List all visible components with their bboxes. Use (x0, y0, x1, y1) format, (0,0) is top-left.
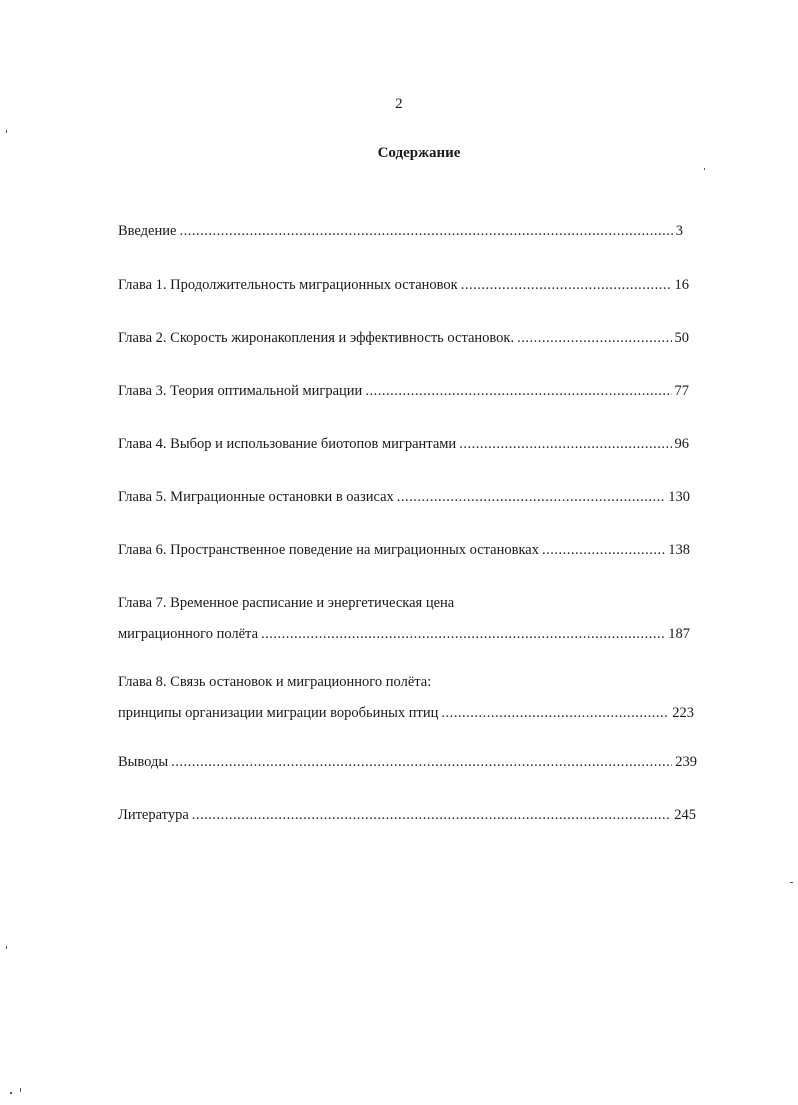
toc-dot-leader (461, 276, 672, 294)
toc-entry-label: Литература (118, 807, 189, 823)
toc-entry-label: принципы организации миграции воробьиных птиц (118, 705, 439, 721)
toc-entry-title-line: Глава 7. Временное расписание и энергетическая цена (118, 595, 455, 611)
toc-entry-label: Глава 6. Пространственное поведение на миграционных остановках (118, 542, 539, 558)
toc-entry-label: Выводы (118, 754, 169, 770)
page-number: 2 (395, 96, 403, 112)
toc-entry-page: 187 (668, 626, 690, 642)
scan-speck (704, 168, 705, 170)
toc-dot-leader (171, 753, 672, 771)
toc-dot-leader (542, 541, 665, 559)
toc-entry-label: Глава 4. Выбор и использование биотопов мигрантами (118, 436, 457, 452)
toc-dot-leader (459, 435, 671, 453)
toc-dot-leader (365, 382, 671, 400)
toc-entry-chapter-8 (118, 673, 694, 722)
scan-speck (20, 1088, 21, 1092)
scan-speck (10, 1092, 12, 1094)
toc-entry-label: Введение (118, 223, 177, 239)
toc-entry-page: 239 (675, 754, 697, 770)
toc-entry-label: миграционного полёта (118, 626, 259, 642)
toc-dot-leader (517, 329, 671, 347)
toc-entry-page: 223 (672, 705, 694, 721)
toc-entry-chapter-1 (118, 276, 689, 294)
toc-entry-chapter-7 (118, 594, 690, 643)
toc-entry-chapter-4 (118, 435, 689, 453)
toc-entry-title-line: Глава 8. Связь остановок и миграционного полёта: (118, 674, 432, 690)
toc-entry-page: 77 (674, 383, 689, 399)
toc-entry-page: 130 (668, 489, 690, 505)
toc-entry-introduction (118, 222, 683, 240)
scan-speck (6, 130, 7, 133)
toc-entry-chapter-2 (118, 329, 689, 347)
toc-entry-references (118, 806, 696, 824)
toc-entry-label: Глава 2. Скорость жиронакопления и эффективность остановок. (118, 330, 515, 346)
toc-entry-label: Глава 3. Теория оптимальной миграции (118, 383, 363, 399)
toc-entry-chapter-5 (118, 488, 690, 506)
toc-entry-page: 3 (675, 223, 683, 239)
scan-speck (6, 946, 7, 949)
toc-title: Содержание (377, 145, 461, 161)
toc-entry-page: 96 (674, 436, 689, 452)
toc-entry-page: 245 (674, 807, 696, 823)
toc-entry-chapter-6 (118, 541, 690, 559)
toc-entry-label: Глава 1. Продолжительность миграционных остановок (118, 277, 458, 293)
toc-dot-leader (192, 806, 671, 824)
toc-dot-leader (179, 222, 672, 240)
toc-dot-leader (441, 704, 669, 722)
scan-speck (790, 882, 793, 883)
toc-entry-conclusions (118, 753, 697, 771)
toc-entry-chapter-3 (118, 382, 689, 400)
toc-entry-label: Глава 5. Миграционные остановки в оазисах (118, 489, 394, 505)
toc-dot-leader (397, 488, 665, 506)
toc-entry-page: 50 (674, 330, 689, 346)
toc-dot-leader (261, 625, 665, 643)
toc-entry-page: 16 (674, 277, 689, 293)
toc-entry-page: 138 (668, 542, 690, 558)
